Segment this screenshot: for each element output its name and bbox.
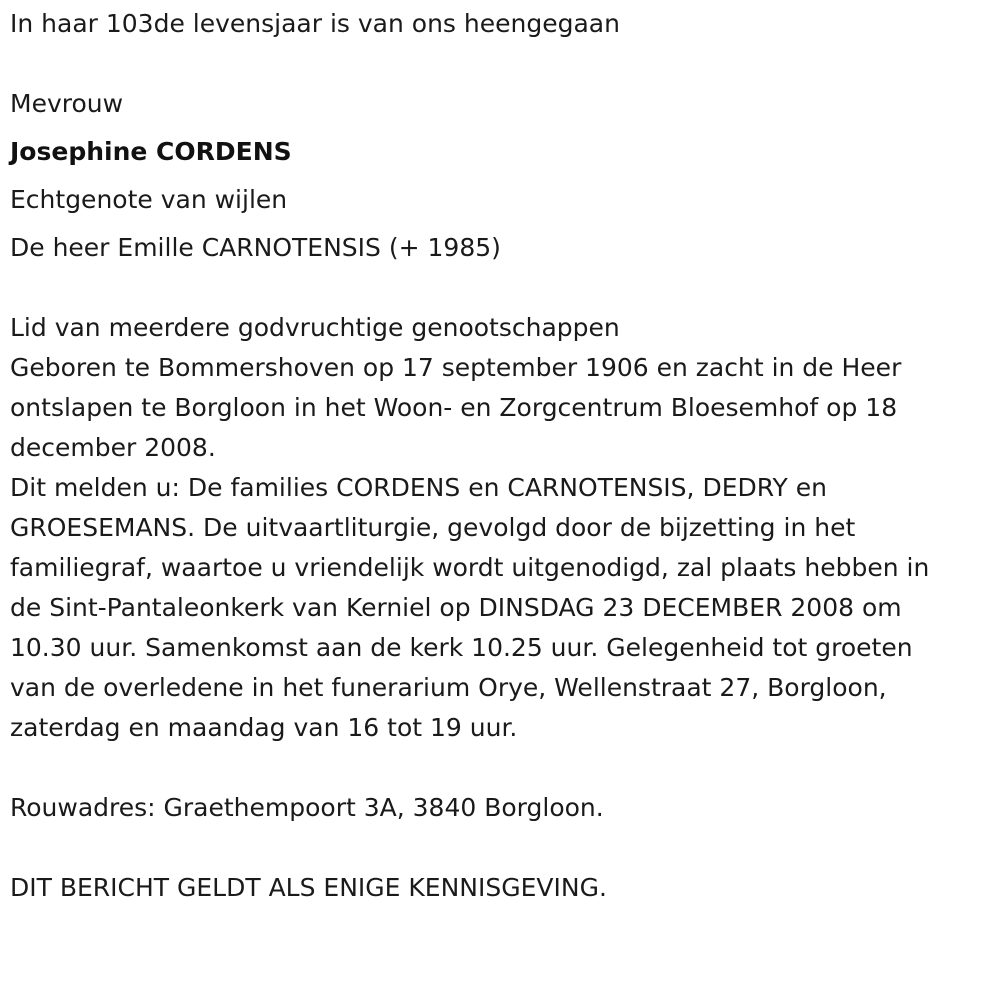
announcement-line: GROESEMANS. De uitvaartliturgie, gevolgd door de bijzetting in het <box>10 513 856 542</box>
death-notice <box>10 4 995 908</box>
birth-death-line: december 2008. <box>10 433 216 462</box>
mourning-address: Rouwadres: Graethempoort 3A, 3840 Borgloon. <box>10 793 604 822</box>
announcement-line: familiegraf, waartoe u vriendelijk wordt uitgenodigd, zal plaats hebben in <box>10 553 930 582</box>
intro-text: In haar 103de levensjaar is van ons heengegaan <box>10 9 620 38</box>
announcement-line: zaterdag en maandag van 16 tot 19 uur. <box>10 713 518 742</box>
closing-statement: DIT BERICHT GELDT ALS ENIGE KENNISGEVING. <box>10 873 607 902</box>
deceased-name: Josephine CORDENS <box>10 137 292 166</box>
birth-death-paragraph <box>10 348 995 468</box>
announcement-line: Dit melden u: De families CORDENS en CARNOTENSIS, DEDRY en <box>10 473 827 502</box>
announcement-paragraph <box>10 468 995 748</box>
spouse-line-1: Echtgenote van wijlen <box>10 185 288 214</box>
announcement-line: de Sint-Pantaleonkerk van Kerniel op DINSDAG 23 DECEMBER 2008 om <box>10 593 902 622</box>
announcement-line: van de overledene in het funerarium Orye, Wellenstraat 27, Borgloon, <box>10 673 887 702</box>
announcement-line: 10.30 uur. Samenkomst aan de kerk 10.25 uur. Gelegenheid tot groeten <box>10 633 913 662</box>
spouse-line-2: De heer Emille CARNOTENSIS (+ 1985) <box>10 233 501 262</box>
birth-death-line: Geboren te Bommershoven op 17 september 1906 en zacht in de Heer <box>10 353 902 382</box>
salutation: Mevrouw <box>10 89 124 118</box>
birth-death-line: ontslapen te Borgloon in het Woon- en Zorgcentrum Bloesemhof op 18 <box>10 393 898 422</box>
membership-text: Lid van meerdere godvruchtige genootschappen <box>10 313 620 342</box>
